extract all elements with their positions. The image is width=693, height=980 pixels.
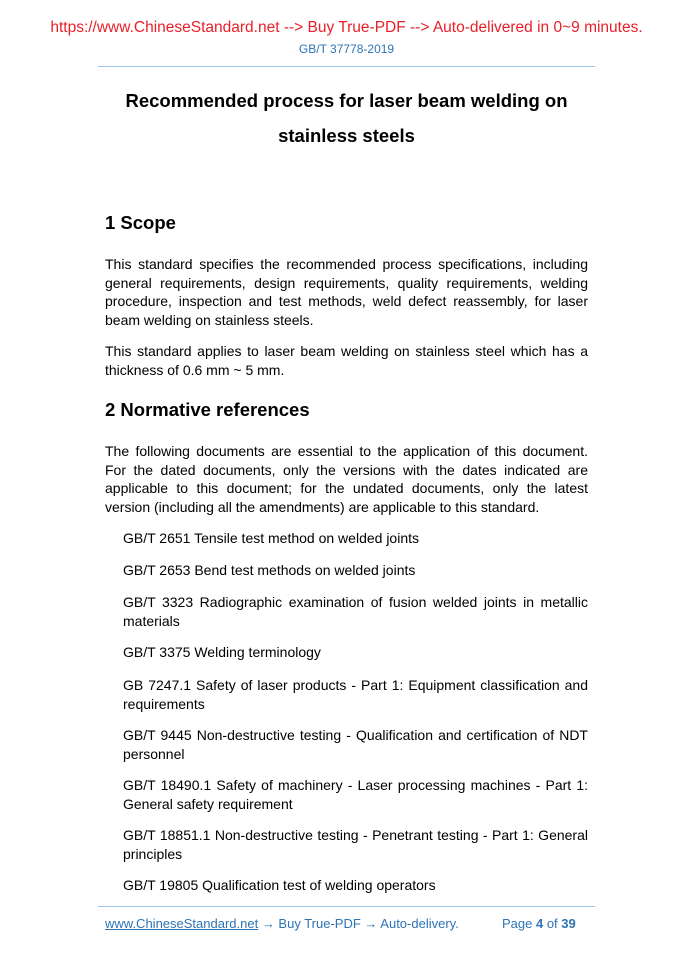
reference-item: GB/T 2653 Bend test methods on welded joints <box>123 562 416 578</box>
reference-item: GB/T 3323 Radiographic examination of fusion welded joints in metallic materials <box>123 594 588 629</box>
header-banner-link[interactable]: https://www.ChineseStandard.net --> Buy True-PDF --> Auto-delivered in 0~9 minutes. <box>50 19 643 36</box>
document-title-line1: Recommended process for laser beam welding on <box>125 90 568 111</box>
of-label: of <box>543 916 562 931</box>
scope-paragraph-2: This standard applies to laser beam welding on stainless steel which has a thickness of 0.6 mm ~ 5 mm. <box>105 343 588 378</box>
reference-item: GB/T 18490.1 Safety of machinery - Laser processing machines - Part 1: General safety requirement <box>123 777 588 812</box>
reference-item: GB/T 19805 Qualification test of welding operators <box>123 877 436 893</box>
standard-code: GB/T 37778-2019 <box>298 42 395 56</box>
header-divider <box>98 66 595 67</box>
section-heading-normative: 2 Normative references <box>105 399 310 420</box>
footer-promo <box>105 916 459 931</box>
scope-paragraph-1: This standard specifies the recommended process specifications, including general requirements, design requirements, quality requirements, welding procedure, inspection and test methods, weld defect reassembly, for laser beam welding on stainless steels. <box>105 256 588 329</box>
page-indicator <box>502 916 576 931</box>
reference-item: GB 7247.1 Safety of laser products - Part 1: Equipment classification and requirements <box>123 677 588 712</box>
reference-item: GB/T 9445 Non-destructive testing - Qualification and certification of NDT personnel <box>123 727 588 762</box>
footer-tagline: → Buy True-PDF → Auto-delivery. <box>258 916 459 931</box>
footer-site-link[interactable]: www.ChineseStandard.net <box>105 916 259 931</box>
footer-divider <box>98 906 595 907</box>
reference-item: GB/T 3375 Welding terminology <box>123 644 321 660</box>
current-page: 4 <box>535 916 544 931</box>
section-heading-scope: 1 Scope <box>105 212 176 233</box>
document-title-line2: stainless steels <box>278 125 415 146</box>
reference-item: GB/T 18851.1 Non-destructive testing - Penetrant testing - Part 1: General principles <box>123 827 588 862</box>
normative-intro: The following documents are essential to the application of this document. For the dated documents, only the versions with the dates indicated are applicable to this document; for the undated documents, only the latest version (including all the amendments) are applicable to this standard. <box>105 443 588 516</box>
reference-item: GB/T 2651 Tensile test method on welded joints <box>123 530 419 546</box>
page-label: Page <box>502 916 536 931</box>
total-pages: 39 <box>561 916 576 931</box>
